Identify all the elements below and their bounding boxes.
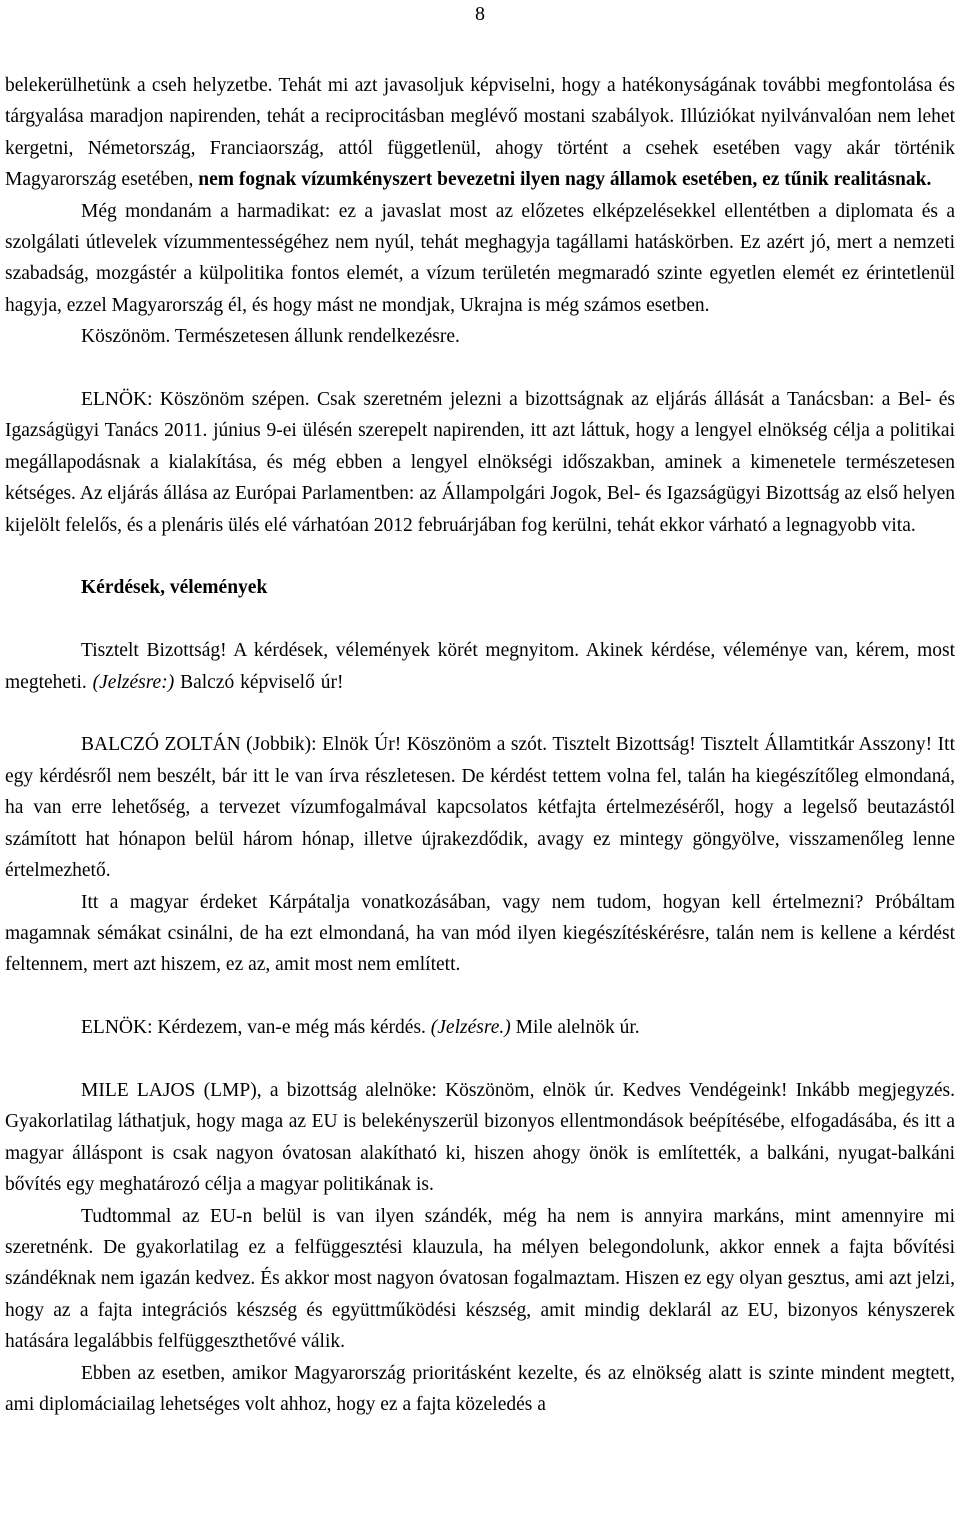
- bold-sentence: nem fognak vízumkényszert bevezetni ilyen nagy államok esetében, ez tűnik realitásnak.: [198, 169, 932, 191]
- paragraph-chair-open-questions: [5, 635, 955, 698]
- paragraph-chair-next: [5, 1012, 955, 1043]
- paragraph-text: Balczó képviselő úr!: [174, 671, 344, 693]
- paragraph-mile-continued: Tudtommal az EU-n belül is van ilyen szándék, még ha nem is annyira markáns, mint amennyire mi szeretnénk. De gyakorlatilag ez a felfüggesztési klauzula, ha mélyen belegondolunk, akkor ennek a fajta bővítési szándéknak nem igazán kedvez. És akkor most nagyon óvatosan fogalmaztam. Hiszen ez egy olyan gesztus, ami azt jelzi, hogy az a fajta integrációs készség és együttműködési készség, amit mindig deklarál az EU, bizonyos kényszerek hatására legalábbis felfüggeszthetővé válik.: [5, 1205, 955, 1353]
- paragraph-text: ELNÖK: Kérdezem, van-e még más kérdés.: [81, 1017, 431, 1039]
- paragraph-mile-speech: MILE LAJOS (LMP), a bizottság alelnöke: Köszönöm, elnök úr. Kedves Vendégeink! Inkább megjegyzés. Gyakorlatilag láthatjuk, hogy maga az EU is belekényszerül bizonyos ellentmondások beépítésébe, elfogadásába, és itt a magyar álláspont is csak nagyon óvatosan alakítható ki, hiszen ahogy önök is említették, a balkáni, nyugat-balkáni bővítés egy meghatározó célja a magyar politikának is.: [5, 1079, 955, 1196]
- paragraph-text: belekerülhetünk a cseh helyzetbe. Tehát mi azt javasoljuk képviselni, hogy a hatékonyságának további megfontolása és tárgyalása maradjon napirenden, tehát a reciprocitásban meglévő mostani szabályok. Illúziókat nyilvánvalóan nem lehet kergetni, Németország, Franciaország, attól függetlenül, ahogy történt a csehek esetében vagy akár történik Magyarország esetében,: [5, 75, 955, 191]
- document-body: [5, 70, 955, 1420]
- paragraph-balczo-continued: Itt a magyar érdeket Kárpátalja vonatkozásában, vagy nem tudom, hogyan kell értelmezni? Próbáltam magamnak sémákat csinálni, de ha ezt elmondaná, ha van mód ilyen kiegészítéskérésre, talán nem is kellene a kérdést feltennem, mert azt hiszem, ez az, amit most nem említett.: [5, 891, 955, 976]
- paragraph-thanks: Köszönöm. Természetesen állunk rendelkezésre.: [81, 326, 460, 348]
- paragraph-text: Tisztelt Bizottság! A kérdések, vélemények körét megnyitom. Akinek kérdése, véleménye van, kérem, most megteheti.: [5, 640, 955, 693]
- paragraph-chair-procedure: ELNÖK: Köszönöm szépen. Csak szeretném jelezni a bizottságnak az eljárás állását a Tanácsban: a Bel- és Igazságügyi Tanács 2011. június 9-ei ülésén szerepelt napirenden, itt azt láttuk, hogy a lengyel elnökség célja a politikai megállapodásnak a kialakítása, és még ebben a lengyel elnökségi időszakban, aminek a kimenetele természetesen kétséges. Az eljárás állása az Európai Parlamentben: az Állampolgári Jogok, Bel- és Igazságügyi Bizottság az első helyen kijelölt felelős, és a plenáris ülés elé várhatóan 2012 februárjában fog kerülni, tehát ekkor várható a legnagyobb vita.: [5, 389, 955, 536]
- stage-direction: (Jelzésre.): [430, 1017, 511, 1039]
- paragraph-balczo-speech: BALCZÓ ZOLTÁN (Jobbik): Elnök Úr! Köszönöm a szót. Tisztelt Bizottság! Tisztelt Államtitkár Asszony! Itt egy kérdésről nem beszélt, bár itt le van írva részletesen. De kérdést tettem volna fel, talán ha kiegészítőleg elmondaná, ha van erre lehetőség, a tervezet vízumfogalmával kapcsolatos kétfajta értelmezéséről, hogy a legelső beutazástól számított hat hónapon belül három hónap, illetve újrakezdődik, avagy ez mintegy göngyölve, visszamenőleg lenne értelmezhető.: [5, 734, 955, 882]
- page-number: 8: [475, 3, 485, 25]
- paragraph-text: Mile alelnök úr.: [510, 1017, 640, 1039]
- section-heading: Kérdések, vélemények: [81, 577, 268, 599]
- paragraph-mile-final: Ebben az esetben, amikor Magyarország prioritásként kezelte, és az elnökség alatt is szinte mindent megtett, ami diplomáciailag lehetséges volt ahhoz, hogy ez a fajta közeledés a: [5, 1362, 955, 1415]
- paragraph-third-point: Még mondanám a harmadikat: ez a javaslat most az előzetes elképzelésekkel ellentétben a diplomata és a szolgálati útlevelek vízummentességéhez nem nyúl, tehát meghagyja tagállami hatáskörben. Ez azért jó, mert a nemzeti szabadság, mozgástér a külpolitika fontos elemét, a vízum területén megmaradó szinte egyetlen elemét ez érintetlenül hagyja, ezzel Magyarország él, és hogy mást ne mondjak, Ukrajna is még számos esetben.: [5, 200, 955, 316]
- paragraph-continuation: [5, 70, 955, 196]
- stage-direction: (Jelzésre:): [92, 671, 175, 693]
